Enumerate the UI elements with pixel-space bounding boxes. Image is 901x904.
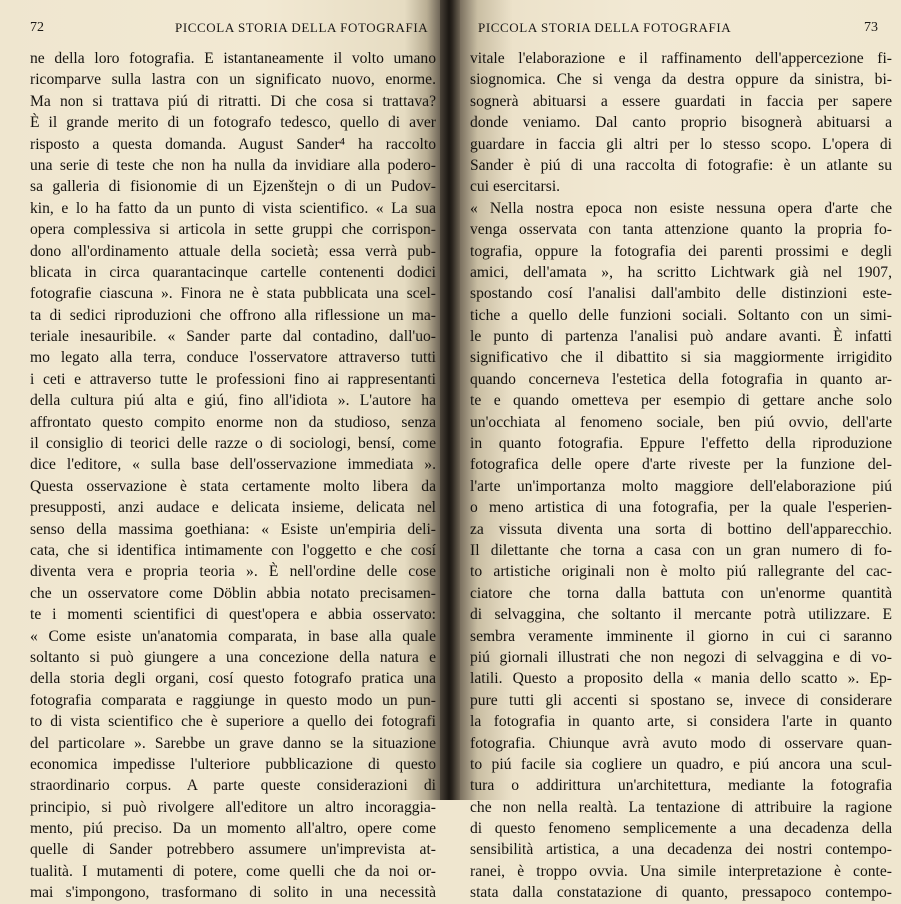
text-line: ta di sedici riproduzioni che offrono alla riflessione un ma- [30,306,436,324]
text-line: za vissuta diventa una sorta di bottino dell'apparecchio. [470,520,892,538]
text-line: dice l'editore, « sulla base dell'osservazione immediata ». [30,456,436,474]
text-line: fotografia comparata e raggiunge in questo modo un pun- [30,691,436,709]
text-line: di questo fenomeno semplicemente a una decadenza della [470,820,892,838]
text-line: sensibilità artistica, a una decadenza dei nostri contempo- [470,841,892,859]
text-line: tualità. I mutamenti di potere, come quelli che da noi or- [30,862,436,880]
text-line: risposto a questa domanda. August Sander⁴ ha raccolto [30,135,436,153]
text-line: Il dilettante che torna a casa con un gran numero di fo- [470,541,892,559]
text-line: donde veniamo. Dal canto proprio bisognerà abituarsi a [470,114,892,132]
text-line: to di vista scientifico che è superiore a quello dei fotografi [30,713,436,731]
text-line: amici, dell'amata », ha scritto Lichtwark già nel 1907, [470,263,892,281]
text-line: della cultura piú alta e giú, fino all'idiota ». L'autore ha [30,392,436,410]
text-line: quando concerneva l'estetica della fotografia in quanto ar- [470,370,892,388]
text-line: la fotografia in quanto arte, si considera l'arte in quanto [470,713,892,731]
text-line: senso della massima goethiana: « Esiste un'empiria deli- [30,520,436,538]
text-line: soltanto si può giungere a una concezione della natura e [30,648,436,666]
text-line: ciatore che torna dalla battuta con un'enorme quantità [470,584,892,602]
text-line: ricomparve sulla lastra con un significato nuovo, enorme. [30,71,436,89]
body-text [30,48,436,904]
text-line: della storia degli organi, cosí questo fotografo pratica una [30,670,436,688]
text-line: blicata in circa quarantacinque cartelle contenenti dodici [30,263,436,281]
text-line: « Come esiste un'anatomia comparata, in base alla quale [30,627,436,645]
running-head: PICCOLA STORIA DELLA FOTOGRAFIA [478,20,732,35]
page-number: 72 [30,20,44,35]
text-line: cui esercitarsi. [470,178,561,196]
text-line: sognerà abituarsi a essere guardati in faccia per sapere [470,92,892,110]
text-line: un'occhiata al fenomeno sociale, ben piú ovvio, dell'arte [470,413,892,431]
text-line: stata dalla constatazione di quanto, pressapoco contempo- [470,884,892,902]
left-page [0,0,440,902]
text-line: ne della loro fotografia. E istantaneamente il volto umano [30,50,436,67]
text-line: guardare in faccia gli altri per lo stesso scopo. L'opera di [470,135,892,153]
text-line: affrontato questo compito enorme non da studioso, senza [30,413,436,431]
text-line: to piú facile sia cogliere un quadro, e piú ancora una scul- [470,755,892,773]
text-line: mento, piú preciso. Da un momento all'altro, opere come [30,820,436,838]
text-line: tura o addirittura un'architettura, mediante la fotografia [470,777,892,795]
text-line: che non nella realtà. La tentazione di attribuire la ragione [470,798,892,816]
text-line: Sander è piú di una raccolta di fotografie: è un atlante su [470,156,892,174]
text-line: « Nella nostra epoca non esiste nessuna opera d'arte che [470,199,892,217]
text-line: vitale l'elaborazione e il raffinamento dell'appercezione fi- [470,50,892,67]
text-line: piú giornali illustrati che non negozi di selvaggina e di vo- [470,648,892,666]
text-line: te e quando ometteva per esempio di gettare anche solo [470,392,892,410]
text-line: presupposti, anzi audace e delicata insieme, delicata nel [30,499,436,517]
text-line: diventa vera e propria teoria ». È nell'ordine delle cose [30,563,436,581]
text-line: È il grande merito di un fotografo tedesco, quello di aver [30,114,436,132]
text-line: sa galleria di fisionomie di un Ejzenštejn o di un Pudov- [30,178,436,196]
text-line: sembra veramente imminente il giorno in cui ci saranno [470,627,892,645]
text-line: venga osservata con tanta attenzione quanto la propria fo- [470,221,892,239]
text-line: del particolare ». Sarebbe un grave danno se la situazione [30,734,436,752]
text-line: siognomica. Che si venga da destra oppure da sinistra, bi- [470,71,892,89]
page-number: 73 [864,20,878,35]
text-line: fotografica delle opere d'arte riveste per la funzione del- [470,456,892,474]
text-line: ranei, è troppo ovvia. Una simile interpretazione è conte- [470,862,892,880]
text-line: te i momenti scientifici di quest'opera e abbia osservato: [30,606,436,624]
text-line: principio, si può rivolgere all'editore un altro incoraggia- [30,798,436,816]
text-line: Questa osservazione è stata certamente molto libera da [30,477,436,495]
text-line: quelle di Sander potrebbero assumere un'imprevista at- [30,841,436,859]
text-line: teriale inesauribile. « Sander parte dal contadino, dall'uo- [30,328,436,346]
text-line: cata, che si identifica intimamente con l'oggetto e che cosí [30,541,436,559]
right-page [460,0,901,902]
text-line: il consiglio di teorici delle razze o di sociologi, bensí, come [30,435,436,453]
text-line: latili. Questo a proposito della « mania dello scatto ». Ep- [470,670,892,688]
text-line: Ma non si trattava piú di ritratti. Di che cosa si trattava? [30,92,436,110]
text-line: di selvaggina, che soltanto il mercante potrà utilizzare. E [470,606,892,624]
text-line: o meno artistica di una fotografia, per la quale l'esperien- [470,499,892,517]
body-text [470,48,892,904]
text-line: una serie di teste che non ha nulla da invidiare alla podero- [30,156,436,174]
text-line: che un osservatore come Döblin abbia notato precisamen- [30,584,436,602]
text-line: dono all'ordinamento attuale della società; essa verrà pub- [30,242,436,260]
text-line: fotografie ciascuna ». Finora ne è stata pubblicata una scel- [30,285,436,303]
text-line: in quanto fotografia. Eppure l'effetto della riproduzione [470,435,892,453]
text-line: spostando cosí l'analisi dall'ambito delle distinzioni este- [470,285,892,303]
text-line: economica impedisse l'ulteriore pubblicazione di questo [30,755,436,773]
text-line: l'arte un'importanza molto maggiore dell'elaborazione piú [470,477,892,495]
text-line: significativo che il dibattito si sia maggiormente irrigidito [470,349,892,367]
text-line: i ceti e attraverso tutte le professioni fino ai rappresentanti [30,370,436,388]
text-line: fotografia. Chiunque avrà avuto modo di osservare quan- [470,734,892,752]
text-line: le punto di partenza l'analisi può andare avanti. È infatti [470,328,892,346]
text-line: opera complessiva si articola in sette gruppi che corrispon- [30,221,436,239]
text-line: kin, e lo ha fatto da un punto di vista scientifico. « La sua [30,199,436,217]
text-line: mo legato alla terra, conduce l'osservatore attraverso tutti [30,349,436,367]
text-line: straordinario corpus. A parte queste considerazioni di [30,777,436,795]
text-line: tografia, oppure la fotografia dei parenti prossimi e degli [470,242,892,260]
text-line: to artistiche originali non è molto piú rallegrante del cac- [470,563,892,581]
text-line: mai s'impongono, trasformano di solito in una necessità [30,884,436,902]
text-line: pure tutti gli accenti si spostano se, invece di considerare [470,691,892,709]
text-line: tiche a quello delle funzioni sociali. Soltanto con un simi- [470,306,892,324]
book-gutter [440,0,460,800]
running-head: PICCOLA STORIA DELLA FOTOGRAFIA [175,20,429,35]
